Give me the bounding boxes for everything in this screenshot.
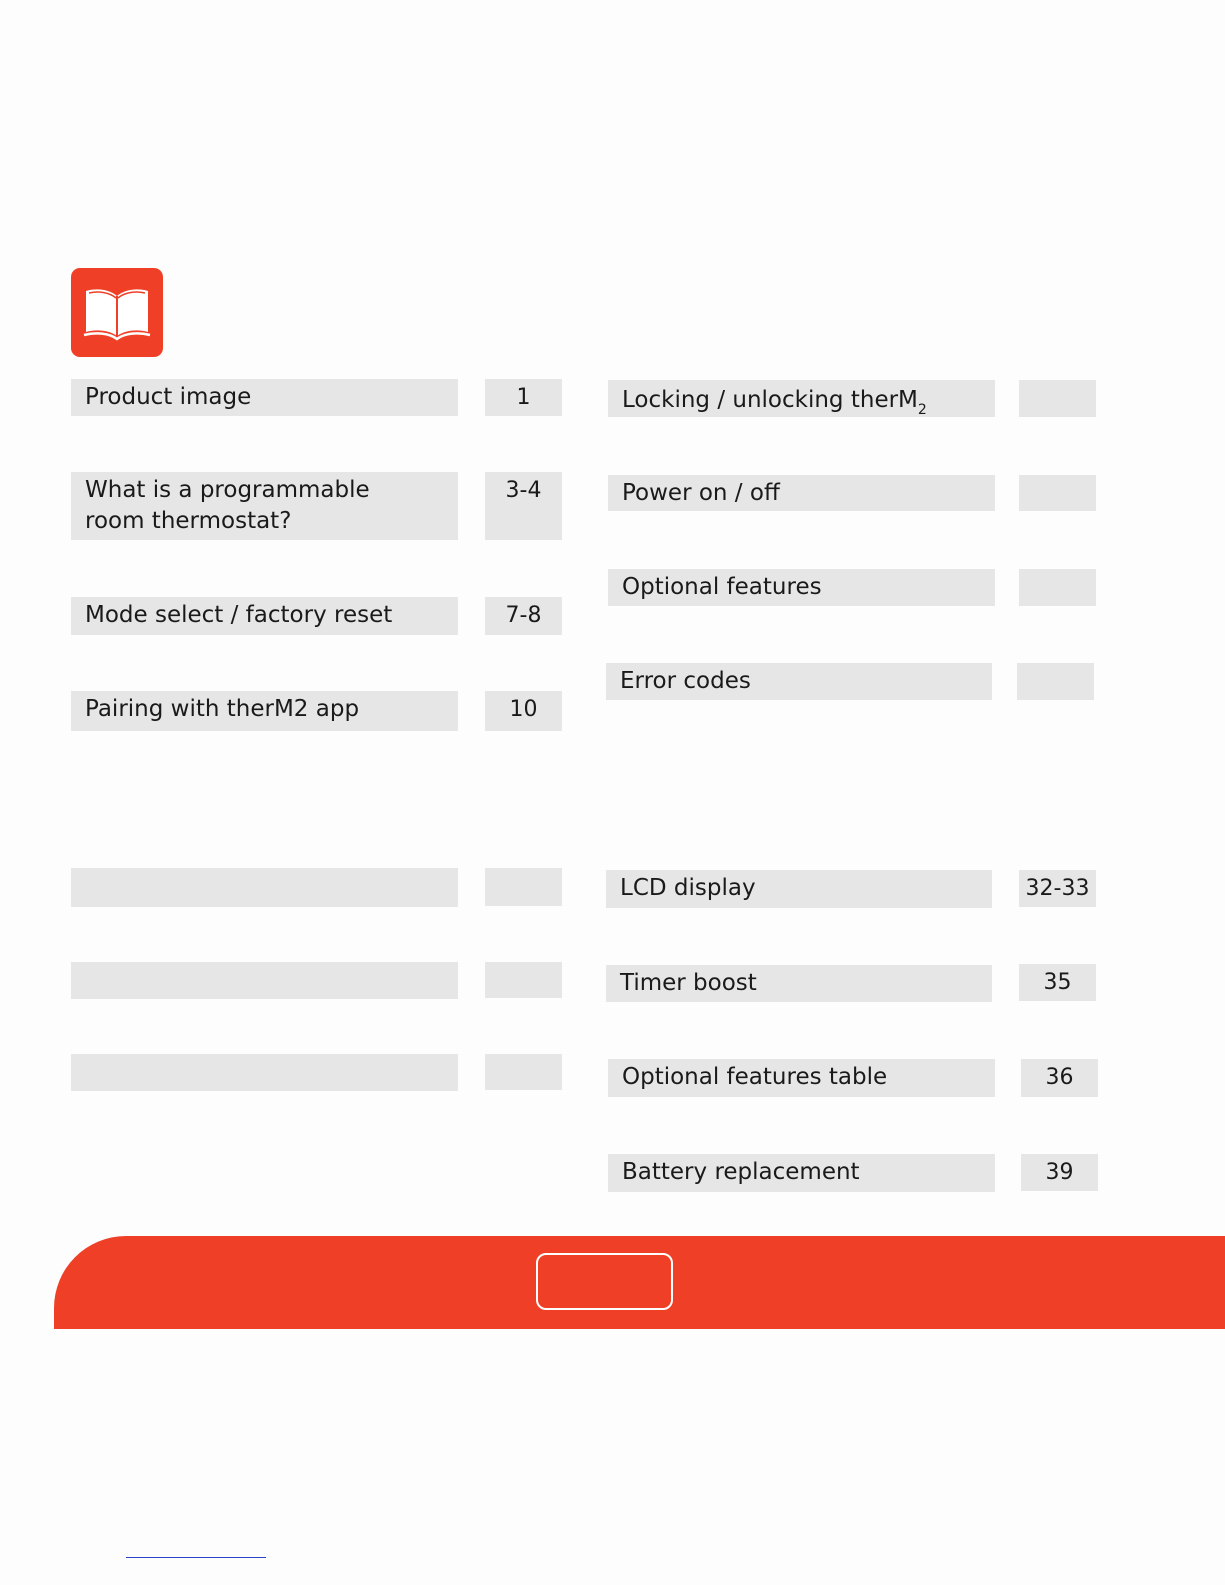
toc-entry-title[interactable] bbox=[71, 1054, 458, 1091]
toc-entry-title[interactable] bbox=[71, 868, 458, 907]
toc-entry-title[interactable]: Battery replacement bbox=[608, 1154, 995, 1192]
toc-entry-page: 32-33 bbox=[1019, 870, 1096, 907]
toc-entry-title[interactable]: Pairing with therM2 app bbox=[71, 691, 458, 731]
toc-entry-page bbox=[485, 962, 562, 998]
toc-entry-title[interactable]: Timer boost bbox=[606, 965, 992, 1002]
toc-entry-page bbox=[1019, 380, 1096, 417]
toc-entry-title[interactable]: Optional features table bbox=[608, 1059, 995, 1097]
toc-entry-page bbox=[1019, 475, 1096, 511]
toc-entry-page bbox=[485, 1054, 562, 1090]
book-badge bbox=[71, 268, 163, 357]
toc-entry-title[interactable]: What is a programmable room thermostat? bbox=[71, 472, 458, 540]
toc-entry-page: 39 bbox=[1021, 1154, 1098, 1191]
toc-entry-page: 7-8 bbox=[485, 597, 562, 635]
footer-band bbox=[54, 1236, 1225, 1329]
toc-entry-page bbox=[485, 868, 562, 906]
toc-entry-page bbox=[1017, 663, 1094, 700]
open-book-icon bbox=[83, 284, 151, 342]
toc-entry-title[interactable]: Product image bbox=[71, 379, 458, 416]
toc-entry-title[interactable]: Error codes bbox=[606, 663, 992, 700]
toc-entry-page: 3-4 bbox=[485, 472, 562, 540]
toc-entry-title[interactable]: LCD display bbox=[606, 870, 992, 908]
toc-entry-title[interactable]: Locking / unlocking therM$_2$ bbox=[608, 380, 995, 417]
toc-entry-page: 35 bbox=[1019, 964, 1096, 1001]
toc-entry-page bbox=[1019, 569, 1096, 606]
toc-entry-page: 1 bbox=[485, 379, 562, 416]
toc-entry-title[interactable]: Power on / off bbox=[608, 475, 995, 511]
bottom-link-underline bbox=[126, 1557, 266, 1558]
toc-entry-title[interactable] bbox=[71, 962, 458, 999]
toc-entry-title[interactable]: Mode select / factory reset bbox=[71, 597, 458, 635]
toc-entry-page: 36 bbox=[1021, 1059, 1098, 1097]
toc-entry-title[interactable]: Optional features bbox=[608, 569, 995, 606]
page-number-pill bbox=[536, 1253, 673, 1310]
toc-entry-page: 10 bbox=[485, 691, 562, 731]
